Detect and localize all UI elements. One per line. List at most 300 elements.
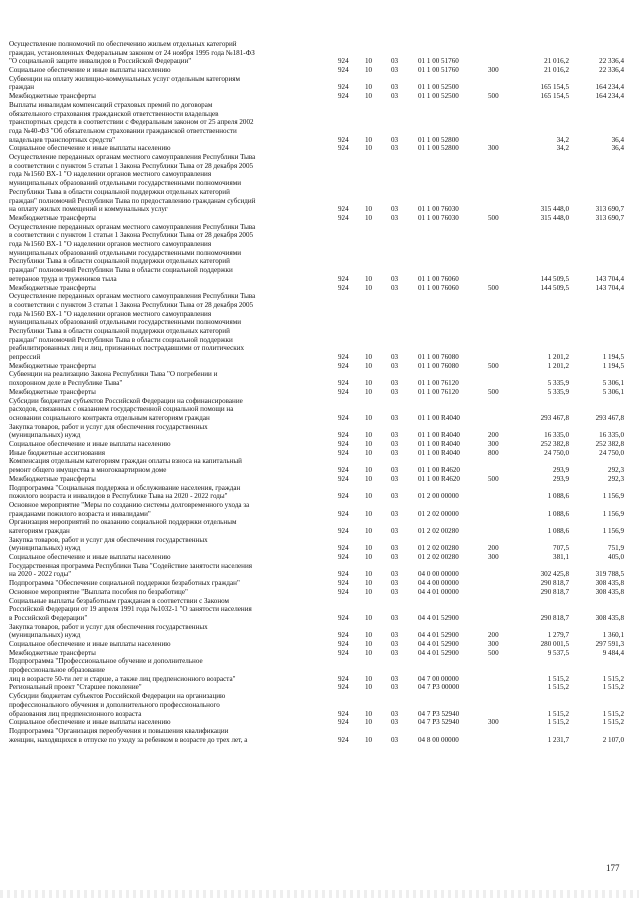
section-cell: 10 [365,579,373,588]
row-name: Субсидии бюджетам субъектов Российской Федерации на организацию профессионального обучения и дополнительного профессионального образования лиц предпенсионного возраста [9,692,226,718]
table-row [0,649,639,658]
subsection-cell: 03 [391,570,399,579]
section-cell: 10 [365,474,373,483]
grbs-cell: 924 [338,274,349,283]
table-row [0,284,639,293]
subsection-cell: 03 [391,509,399,518]
subsection-cell: 03 [391,640,399,648]
row-name: Социальное обеспечение и иные выплаты населению [9,144,171,153]
amount-year2-cell: 313 690,7 [595,205,624,214]
subsection-cell: 03 [391,353,399,362]
section-cell: 10 [365,466,373,475]
subsection-cell: 03 [391,413,399,422]
amount-year2-cell: 1 194,5 [602,361,624,370]
table-row [0,588,639,597]
section-cell: 10 [365,631,373,640]
subsection-cell: 03 [391,144,399,153]
grbs-cell: 924 [338,466,349,475]
table-row [0,214,639,223]
table-row [0,440,639,449]
amount-year1-cell: 315 448,0 [540,213,569,222]
amount-year2-cell: 2 107,0 [602,735,624,744]
amount-year2-cell: 319 788,5 [595,570,624,579]
subsection-cell: 03 [391,283,399,292]
subsection-cell: 03 [391,448,399,457]
amount-year1-cell: 1 279,7 [547,631,569,640]
grbs-cell: 924 [338,135,349,144]
target-article-cell: 04 4 01 52900 [418,631,459,640]
subsection-cell: 03 [391,92,399,101]
amount-year1-cell: 707,5 [553,544,569,553]
section-cell: 10 [365,83,373,92]
page-number: 177 [606,863,620,873]
grbs-cell: 924 [338,674,349,683]
amount-year2-cell: 308 435,8 [595,579,624,588]
grbs-cell: 924 [338,587,349,596]
amount-year2-cell: 36,4 [611,135,624,144]
row-name: Закупка товаров, работ и услуг для обеспечения государственных (муниципальных) нужд [9,422,208,440]
row-name: Основное мероприятие "Выплата пособия по безработице" [9,587,188,596]
target-article-cell: 01 1 00 R4620 [418,466,460,475]
section-cell: 10 [365,570,373,579]
table-row [0,388,639,397]
grbs-cell: 924 [338,387,349,396]
subsection-cell: 03 [391,83,399,92]
section-cell: 10 [365,361,373,370]
subsection-cell: 03 [391,466,399,475]
grbs-cell: 924 [338,379,349,388]
section-cell: 10 [365,718,373,727]
table-row [0,449,639,458]
subsection-cell: 03 [391,709,399,718]
table-row [0,597,639,623]
amount-year2-cell: 252 382,8 [595,440,624,449]
section-cell: 10 [365,387,373,396]
amount-year1-cell: 381,1 [553,553,569,562]
amount-year2-cell: 36,4 [611,144,624,153]
section-cell: 10 [365,66,373,75]
grbs-cell: 924 [338,709,349,718]
row-name: Межбюджетные трансферты [9,387,96,396]
subsection-cell: 03 [391,553,399,562]
subsection-cell: 03 [391,526,399,535]
amount-year2-cell: 16 335,0 [599,431,624,440]
section-cell: 10 [365,379,373,388]
amount-year1-cell: 144 509,5 [540,274,569,283]
table-row [0,536,639,553]
amount-year1-cell: 21 016,2 [544,57,569,66]
expense-type-cell: 800 [488,448,499,457]
section-cell: 10 [365,587,373,596]
grbs-cell: 924 [338,448,349,457]
grbs-cell: 924 [338,579,349,588]
section-cell: 10 [365,431,373,440]
table-row [0,640,639,649]
row-name: Закупка товаров, работ и услуг для обеспечения государственных (муниципальных) нужд [9,535,208,553]
amount-year2-cell: 164 234,4 [595,83,624,92]
row-name: Закупка товаров, работ и услуг для обеспечения государственных (муниципальных) нужд [9,622,208,640]
expense-type-cell: 500 [488,361,499,370]
grbs-cell: 924 [338,66,349,75]
subsection-cell: 03 [391,718,399,727]
table-row [0,501,639,518]
expense-type-cell: 500 [488,387,499,396]
amount-year2-cell: 22 336,4 [599,66,624,75]
target-article-cell: 01 1 00 76030 [418,205,459,214]
expense-type-cell: 300 [488,718,499,727]
row-name: Выплаты инвалидам компенсаций страховых премий по договорам обязательного страхования гражданской ответственности владельцев транспортных средств в соответствии с Федеральным законом от 25 апреля 2002 года №40-ФЗ "Об обязательном страховании гражданской ответственности владельцев транспортных средств" [9,100,254,144]
row-name: Подпрограмма "Профессиональное обучение и дополнительное профессиональное образование лиц в возрасте 50-ти лет и старше, а также лиц предпенсионного возраста" [9,657,236,683]
table-row [0,484,639,501]
table-row [0,370,639,387]
section-cell: 10 [365,144,373,153]
amount-year1-cell: 280 001,5 [540,640,569,648]
subsection-cell: 03 [391,474,399,483]
row-name: Осуществление переданных органам местного самоуправления Республики Тыва в соответствии с пунктом 5 статьи 1 Закона Республики Тыва от 28 декабря 2005 года №1560 ВХ-1 "О наделении органов местного самоуправления муниципальных образований отдельными государственными полномочиями Республики Тыва в области социальной поддержки отдельных категорий граждан" полномочий Республики Тыва по предоставлению гражданам субсидий на оплату жилых помещений и коммунальных услуг [9,153,256,214]
grbs-cell: 924 [338,144,349,153]
amount-year1-cell: 1 515,2 [547,674,569,683]
table-row [0,75,639,92]
grbs-cell: 924 [338,431,349,440]
row-name: Региональный проект "Старшее поколение" [9,683,142,692]
section-cell: 10 [365,553,373,562]
subsection-cell: 03 [391,361,399,370]
row-name: Организация мероприятий по оказанию социальной поддержки отдельным категориям граждан [9,518,237,535]
expense-type-cell: 200 [488,431,499,440]
subsection-cell: 03 [391,613,399,622]
section-cell: 10 [365,683,373,692]
amount-year2-cell: 1 156,9 [602,526,624,535]
table-row [0,562,639,579]
grbs-cell: 924 [338,613,349,622]
expense-type-cell: 500 [488,474,499,483]
target-article-cell: 04 7 P3 52940 [418,709,460,718]
target-article-cell: 01 1 00 76080 [418,361,459,370]
amount-year1-cell: 165 154,5 [540,83,569,92]
row-name: Компенсация отдельным категориям граждан оплаты взноса на капитальный ремонт общего имущества в многоквартирном доме [9,457,242,475]
section-cell: 10 [365,648,373,657]
subsection-cell: 03 [391,431,399,440]
amount-year1-cell: 302 425,8 [540,570,569,579]
target-article-cell: 01 1 00 52500 [418,83,459,92]
grbs-cell: 924 [338,492,349,501]
target-article-cell: 01 1 00 R4040 [418,440,460,449]
row-name: Социальное обеспечение и иные выплаты населению [9,718,171,727]
amount-year2-cell: 164 234,4 [595,92,624,101]
amount-year2-cell: 5 306,1 [602,379,624,388]
target-article-cell: 01 1 00 76060 [418,274,459,283]
subsection-cell: 03 [391,587,399,596]
target-article-cell: 01 1 00 76120 [418,379,459,388]
amount-year2-cell: 1 360,1 [602,631,624,640]
target-article-cell: 04 4 01 52900 [418,640,459,648]
section-cell: 10 [365,413,373,422]
target-article-cell: 01 1 00 R4620 [418,474,460,483]
amount-year2-cell: 308 435,8 [595,587,624,596]
target-article-cell: 01 1 00 R4040 [418,413,460,422]
subsection-cell: 03 [391,135,399,144]
target-article-cell: 04 4 01 52900 [418,648,459,657]
grbs-cell: 924 [338,57,349,66]
table-row [0,518,639,535]
expense-type-cell: 300 [488,144,499,153]
target-article-cell: 01 1 00 76080 [418,353,459,362]
amount-year2-cell: 24 750,0 [599,448,624,457]
expense-type-cell: 500 [488,283,499,292]
target-article-cell: 01 1 00 76030 [418,213,459,222]
section-cell: 10 [365,735,373,744]
row-name: Межбюджетные трансферты [9,283,96,292]
amount-year2-cell: 308 435,8 [595,613,624,622]
grbs-cell: 924 [338,361,349,370]
amount-year1-cell: 252 382,8 [540,440,569,449]
table-row [0,727,639,744]
grbs-cell: 924 [338,718,349,727]
row-name: Социальное обеспечение и иные выплаты населению [9,66,171,75]
amount-year2-cell: 1 194,5 [602,353,624,362]
target-article-cell: 04 7 P3 00000 [418,683,460,692]
amount-year1-cell: 293,9 [553,466,569,475]
table-row [0,144,639,153]
row-name: Подпрограмма "Обеспечение социальной поддержки безработных граждан" [9,579,240,588]
expense-type-cell: 300 [488,440,499,449]
amount-year2-cell: 5 306,1 [602,387,624,396]
row-name: Социальное обеспечение и иные выплаты населению [9,440,171,449]
table-row [0,397,639,423]
section-cell: 10 [365,274,373,283]
amount-year2-cell: 1 515,2 [602,709,624,718]
target-article-cell: 04 0 00 00000 [418,570,459,579]
target-article-cell: 01 1 00 76060 [418,283,459,292]
amount-year2-cell: 143 704,4 [595,274,624,283]
row-name: Подпрограмма "Социальная поддержка и обслуживание населения, граждан пожилого возраста и инвалидов в Республике Тыва на 2020 - 2022 годы" [9,483,241,501]
budget-table [0,40,639,744]
grbs-cell: 924 [338,205,349,214]
section-cell: 10 [365,353,373,362]
row-name: Социальное обеспечение и иные выплаты населению [9,640,171,648]
target-article-cell: 01 1 00 52800 [418,135,459,144]
row-name: Осуществление переданных органам местного самоуправления Республики Тыва в соответствии с пунктом 1 статьи 1 Закона Республики Тыва от 28 декабря 2005 года №1560 ВХ-1 "О наделении органов местного самоуправления муниципальных образований отдельными государственными полномочиями Республики Тыва в области социальной поддержки отдельных категорий граждан" полномочий Республики Тыва в области социальной поддержки ветеранов труда и тружеников тыла [9,222,256,283]
amount-year1-cell: 34,2 [556,135,569,144]
section-cell: 10 [365,205,373,214]
table-row [0,475,639,484]
section-cell: 10 [365,448,373,457]
section-cell: 10 [365,640,373,648]
amount-year2-cell: 293 467,8 [595,413,624,422]
amount-year1-cell: 293,9 [553,474,569,483]
table-row [0,92,639,101]
expense-type-cell: 200 [488,631,499,640]
amount-year2-cell: 405,0 [608,553,624,562]
grbs-cell: 924 [338,509,349,518]
row-name: Межбюджетные трансферты [9,474,96,483]
row-name: Субвенции на оплату жилищно-коммунальных услуг отдельным категориям граждан [9,74,241,92]
table-row [0,657,639,683]
subsection-cell: 03 [391,205,399,214]
row-name: Основное мероприятие "Меры по созданию системы долговременного ухода за гражданами пожилого возраста и инвалидами" [9,500,250,518]
amount-year1-cell: 1 088,6 [547,492,569,501]
grbs-cell: 924 [338,92,349,101]
table-row [0,423,639,440]
expense-type-cell: 200 [488,544,499,553]
target-article-cell: 01 1 00 52500 [418,92,459,101]
scan-footer-artifact [0,890,639,898]
amount-year2-cell: 1 515,2 [602,674,624,683]
row-name: Осуществление переданных органам местного самоуправления Республики Тыва в соответствии с пунктом 3 статьи 1 Закона Республики Тыва от 28 декабря 2005 года №1560 ВХ-1 "О наделении органов местного самоуправления муниципальных образований отдельными государственными полномочиями Республики Тыва в области социальной поддержки отдельных категорий граждан" полномочий Республики Тыва в области социальной поддержки реабилитированных лиц и лиц, признанных пострадавшими от политических репрессий [9,292,256,362]
section-cell: 10 [365,135,373,144]
amount-year1-cell: 1 088,6 [547,526,569,535]
subsection-cell: 03 [391,683,399,692]
expense-type-cell: 300 [488,640,499,648]
row-name: Социальные выплаты безработным гражданам в соответствии с Законом Российской Федерации от 19 апреля 1991 года №1032-1 "О занятости населения в Российской Федерации" [9,596,252,622]
amount-year1-cell: 21 016,2 [544,66,569,75]
table-row [0,40,639,66]
grbs-cell: 924 [338,213,349,222]
amount-year2-cell: 22 336,4 [599,57,624,66]
row-name: Субсидии бюджетам субъектов Российской Федерации на софинансирование расходов, связанных с оказанием государственной социальной помощи на основании социального контракта отдельным категориям граждан [9,396,243,422]
section-cell: 10 [365,440,373,449]
subsection-cell: 03 [391,440,399,449]
amount-year2-cell: 751,9 [608,544,624,553]
table-row [0,579,639,588]
row-name: Государственная программа Республики Тыва "Содействие занятости населения на 2020 - 2022 годы" [9,561,253,579]
subsection-cell: 03 [391,579,399,588]
subsection-cell: 03 [391,57,399,66]
amount-year1-cell: 290 818,7 [540,579,569,588]
subsection-cell: 03 [391,674,399,683]
target-article-cell: 04 4 00 00000 [418,579,459,588]
amount-year1-cell: 1 231,7 [547,735,569,744]
target-article-cell: 01 1 00 51760 [418,66,459,75]
row-name: Подпрограмма "Организация переобучения и повышения квалификации женщин, находящихся в отпуске по уходу за ребенком в возрасте до трех лет, а [9,726,248,744]
target-article-cell: 01 1 00 R4040 [418,431,460,440]
amount-year1-cell: 144 509,5 [540,283,569,292]
grbs-cell: 924 [338,631,349,640]
amount-year1-cell: 290 818,7 [540,613,569,622]
amount-year1-cell: 1 515,2 [547,683,569,692]
subsection-cell: 03 [391,492,399,501]
amount-year1-cell: 24 750,0 [544,448,569,457]
target-article-cell: 01 1 00 51760 [418,57,459,66]
target-article-cell: 01 2 02 00280 [418,544,459,553]
row-name: Межбюджетные трансферты [9,92,96,101]
amount-year1-cell: 5 335,9 [547,387,569,396]
grbs-cell: 924 [338,474,349,483]
amount-year2-cell: 143 704,4 [595,283,624,292]
table-row [0,623,639,640]
section-cell: 10 [365,709,373,718]
table-row [0,223,639,284]
subsection-cell: 03 [391,379,399,388]
target-article-cell: 01 2 00 00000 [418,492,459,501]
subsection-cell: 03 [391,274,399,283]
grbs-cell: 924 [338,83,349,92]
target-article-cell: 01 1 00 76120 [418,387,459,396]
table-row [0,692,639,718]
table-row [0,292,639,362]
amount-year1-cell: 5 335,9 [547,379,569,388]
target-article-cell: 01 2 02 00280 [418,553,459,562]
grbs-cell: 924 [338,544,349,553]
target-article-cell: 01 1 00 52800 [418,144,459,153]
subsection-cell: 03 [391,387,399,396]
row-name: Межбюджетные трансферты [9,213,96,222]
subsection-cell: 03 [391,544,399,553]
row-name: Осуществление полномочий по обеспечению жильем отдельных категорий граждан, установленных Федеральным законом от 24 ноября 1995 года №181-ФЗ "О социальной защите инвалидов в Российской Федерации" [9,40,255,66]
amount-year1-cell: 1 088,6 [547,509,569,518]
section-cell: 10 [365,526,373,535]
amount-year1-cell: 9 537,5 [547,648,569,657]
amount-year2-cell: 1 515,2 [602,718,624,727]
grbs-cell: 924 [338,640,349,648]
target-article-cell: 04 4 01 52900 [418,613,459,622]
subsection-cell: 03 [391,66,399,75]
target-article-cell: 04 8 00 00000 [418,735,459,744]
expense-type-cell: 300 [488,66,499,75]
amount-year1-cell: 16 335,0 [544,431,569,440]
table-row [0,66,639,75]
section-cell: 10 [365,92,373,101]
amount-year2-cell: 1 156,9 [602,492,624,501]
table-row [0,553,639,562]
amount-year2-cell: 313 690,7 [595,213,624,222]
amount-year2-cell: 292,3 [608,474,624,483]
target-article-cell: 04 4 01 00000 [418,587,459,596]
amount-year2-cell: 297 591,3 [595,640,624,648]
section-cell: 10 [365,283,373,292]
grbs-cell: 924 [338,283,349,292]
target-article-cell: 01 1 00 R4040 [418,448,460,457]
grbs-cell: 924 [338,553,349,562]
expense-type-cell: 500 [488,213,499,222]
expense-type-cell: 500 [488,648,499,657]
row-name: Субвенции на реализацию Закона Республики Тыва "О погребении и похоронном деле в Республике Тыва" [9,370,218,388]
row-name: Иные бюджетные ассигнования [9,448,106,457]
grbs-cell: 924 [338,353,349,362]
target-article-cell: 04 7 P3 52940 [418,718,460,727]
amount-year1-cell: 165 154,5 [540,92,569,101]
amount-year1-cell: 1 201,2 [547,361,569,370]
subsection-cell: 03 [391,631,399,640]
row-name: Социальное обеспечение и иные выплаты населению [9,553,171,562]
amount-year2-cell: 9 484,4 [602,648,624,657]
table-row [0,101,639,145]
amount-year1-cell: 1 201,2 [547,353,569,362]
target-article-cell: 04 7 00 00000 [418,674,459,683]
subsection-cell: 03 [391,735,399,744]
amount-year1-cell: 293 467,8 [540,413,569,422]
table-row [0,362,639,371]
amount-year2-cell: 1 156,9 [602,509,624,518]
section-cell: 10 [365,544,373,553]
section-cell: 10 [365,57,373,66]
subsection-cell: 03 [391,648,399,657]
grbs-cell: 924 [338,735,349,744]
target-article-cell: 01 2 02 00000 [418,509,459,518]
expense-type-cell: 500 [488,92,499,101]
amount-year1-cell: 290 818,7 [540,587,569,596]
section-cell: 10 [365,492,373,501]
amount-year1-cell: 1 515,2 [547,709,569,718]
grbs-cell: 924 [338,526,349,535]
table-row [0,683,639,692]
grbs-cell: 924 [338,570,349,579]
amount-year2-cell: 1 515,2 [602,683,624,692]
table-row [0,718,639,727]
section-cell: 10 [365,674,373,683]
grbs-cell: 924 [338,440,349,449]
amount-year2-cell: 292,3 [608,466,624,475]
